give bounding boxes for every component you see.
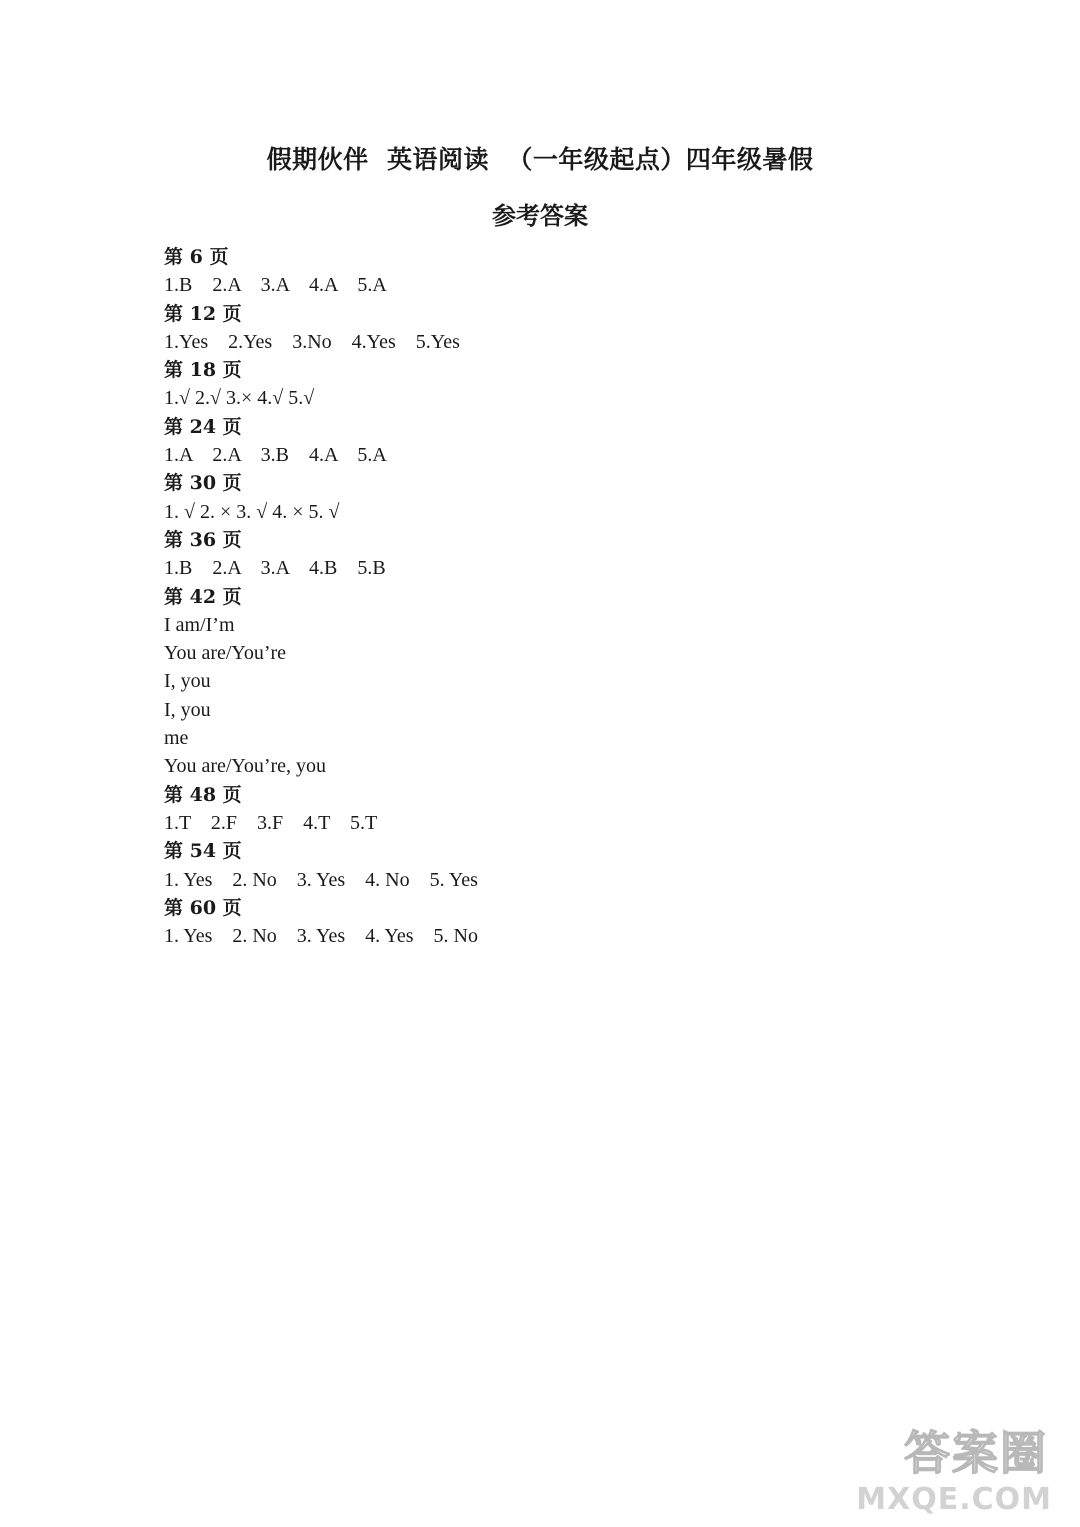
section-heading: 第 36 页 (164, 528, 242, 551)
answer-line: 1. Yes 2. No 3. Yes 4. No 5. Yes (164, 868, 478, 891)
section-heading: 第 42 页 (164, 585, 242, 608)
answer-line: 1.Yes 2.Yes 3.No 4.Yes 5.Yes (164, 330, 460, 353)
section-heading: 第 30 页 (164, 472, 242, 495)
document-title: 假期伙伴 英语阅读 （一年级起点）四年级暑假 (266, 145, 814, 174)
answer-line: I, you (164, 670, 211, 693)
answer-line: 1. Yes 2. No 3. Yes 4. Yes 5. No (164, 925, 478, 948)
section-heading: 第 60 页 (164, 896, 242, 919)
answer-line: 1.B 2.A 3.A 4.B 5.B (164, 557, 386, 580)
watermark-top-text: 答案圈 (904, 1426, 1048, 1480)
document-subtitle: 参考答案 (492, 202, 588, 230)
watermark-site-text: MXQE.COM (856, 1482, 1052, 1517)
answer-line: You are/You’re (164, 642, 287, 665)
section-heading: 第 6 页 (164, 246, 229, 268)
answer-line: 1.√ 2.√ 3.× 4.√ 5.√ (164, 387, 315, 410)
section-heading: 第 18 页 (164, 359, 242, 382)
answer-line: 1.B 2.A 3.A 4.A 5.A (164, 274, 387, 297)
answer-line: 1.T 2.F 3.F 4.T 5.T (164, 811, 378, 834)
answer-line: 1. √ 2. × 3. √ 4. × 5. √ (164, 500, 340, 523)
answer-line: I am/I’m (164, 613, 235, 636)
answer-line: 1.A 2.A 3.B 4.A 5.A (164, 444, 387, 467)
answer-line: me (164, 727, 189, 750)
answer-line: You are/You’re, you (164, 755, 327, 778)
section-heading: 第 24 页 (164, 415, 242, 438)
answer-line: I, you (164, 698, 211, 721)
section-heading: 第 48 页 (164, 783, 242, 806)
section-heading: 第 12 页 (164, 302, 242, 325)
section-heading: 第 54 页 (164, 840, 242, 863)
answer-list (164, 243, 964, 950)
watermark-logo (856, 1426, 1052, 1517)
